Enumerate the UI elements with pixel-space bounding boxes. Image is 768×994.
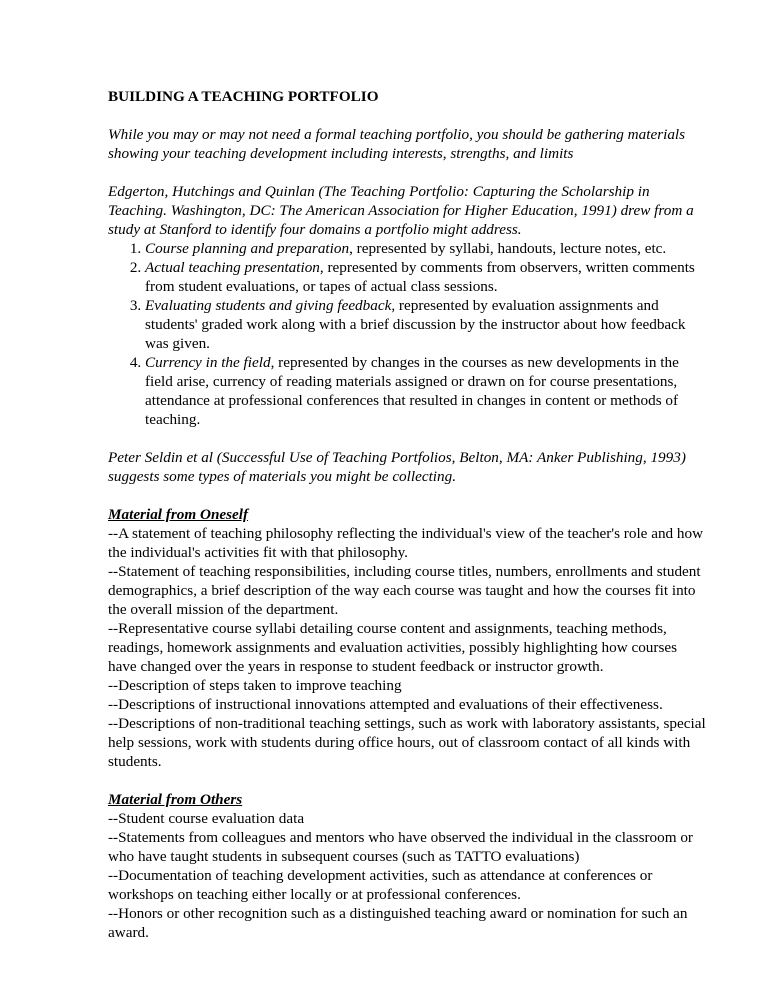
edgerton-section (108, 182, 708, 429)
domain-term: Course planning and preparation (145, 240, 350, 257)
domain-term: Evaluating students and giving feedback (145, 297, 392, 314)
oneself-item: --Description of steps taken to improve teaching (108, 677, 402, 694)
edgerton-intro: Edgerton, Hutchings and Quinlan (The Teaching Portfolio: Capturing the Scholarship in Teaching. Washington, DC: The American Association for Higher Education, 1991) drew from a study at Stanford to identify four domains a portfolio might address. (108, 183, 694, 238)
oneself-item: --Statement of teaching responsibilities, including course titles, numbers, enrollments and student demographics, a brief description of the way each course was taught and how the courses fit into the overall mission of the department. (108, 563, 701, 618)
oneself-item: --Representative course syllabi detailing course content and assignments, teaching methods, readings, homework assignments and evaluation activities, possibly highlighting how courses have changed over the years in response to student feedback or instructor growth. (108, 620, 678, 675)
others-item: --Honors or other recognition such as a distinguished teaching award or nomination for such an award. (108, 905, 688, 941)
others-item: --Statements from colleagues and mentors who have observed the individual in the classroom or who have taught students in subsequent courses (such as TATTO evaluations) (108, 829, 693, 865)
domain-term: Actual teaching presentation (145, 259, 320, 276)
domain-term: Currency in the field (145, 354, 271, 371)
oneself-section (108, 505, 708, 771)
intro-paragraph: While you may or may not need a formal teaching portfolio, you should be gathering materials showing your teaching development including interests, strengths, and limits (108, 126, 686, 162)
others-section (108, 790, 708, 942)
domain-item (145, 239, 708, 258)
oneself-item: --Descriptions of non-traditional teaching settings, such as work with laboratory assistants, special help sessions, work with students during office hours, out of classroom contact of all kinds with students. (108, 715, 706, 770)
domain-item (145, 258, 708, 296)
others-item: --Student course evaluation data (108, 810, 305, 827)
others-item: --Documentation of teaching development activities, such as attendance at conferences or workshops on teaching either locally or at professional conferences. (108, 867, 653, 903)
domain-description: , represented by comments from observers, written comments from student evaluations, or tapes of actual class sessions. (145, 259, 695, 295)
domain-list (108, 239, 708, 429)
domain-description: , represented by evaluation assignments and students' graded work along with a brief discussion by the instructor about how feedback was given. (145, 297, 686, 352)
oneself-item: --A statement of teaching philosophy reflecting the individual's view of the teacher's role and how the individual's activities fit with that philosophy. (108, 525, 704, 561)
domain-description: , represented by syllabi, handouts, lecture notes, etc. (349, 240, 667, 257)
oneself-heading: Material from Oneself (108, 506, 249, 523)
domain-item (145, 296, 708, 353)
document-title: BUILDING A TEACHING PORTFOLIO (108, 88, 379, 105)
domain-item (145, 353, 708, 429)
oneself-item: --Descriptions of instructional innovations attempted and evaluations of their effectiveness. (108, 696, 663, 713)
others-heading: Material from Others (108, 791, 243, 808)
seldin-intro: Peter Seldin et al (Successful Use of Teaching Portfolios, Belton, MA: Anker Publishing, 1993) suggests some types of materials you might be collecting. (108, 449, 686, 485)
domain-description: , represented by changes in the courses as new developments in the field arise, currency of reading materials assigned or drawn on for course presentations, attendance at professional conferences that resulted in changes in content or methods of teaching. (145, 354, 679, 428)
